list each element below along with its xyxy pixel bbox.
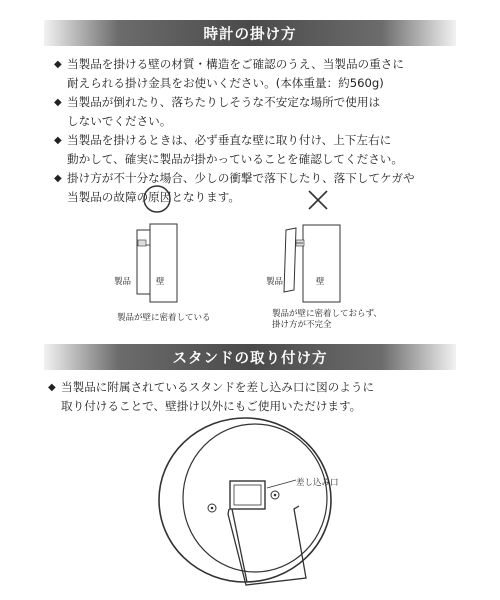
instruction-item: ◆ 当製品を掛ける壁の材質・構造をご確認のうえ、当製品の重さに 耐えられる掛け金具をお使いください。(本体重量：約560g) xyxy=(56,55,456,93)
product-label-good: 製品 xyxy=(114,277,132,287)
caption-bad: 製品が壁に密着しておらず、 掛け方が不完全 xyxy=(272,309,382,330)
instruction-item: ◆ 掛け方が不十分な場合、少しの衝撃で落下したり、落下してケガや 当製品の故障の原因となります。 xyxy=(56,169,456,207)
caption-good: 製品が壁に密着している xyxy=(117,313,211,323)
section-title-hanging: 時計の掛け方 xyxy=(203,26,297,43)
slot-label: 差し込み口 xyxy=(296,478,339,488)
instruction-item: ◆ 当製品に附属されているスタンドを差し込み口に図のように 取り付けることで、壁掛け以外にもご使用いただけます。 xyxy=(50,378,450,416)
instruction-item: ◆ 当製品を掛けるときは、必ず垂直な壁に取り付け、上下左右に 動かして、確実に製品が掛かっていることを確認してください。 xyxy=(56,131,456,169)
instruction-item: ◆ 当製品が倒れたり、落ちたりしそうな不安定な場所で使用は しないでください。 xyxy=(56,93,456,131)
section-title-stand: スタンドの取り付け方 xyxy=(172,350,328,367)
wall-label-bad: 壁 xyxy=(316,277,325,287)
wall-label-good: 壁 xyxy=(156,277,165,287)
product-label-bad: 製品 xyxy=(266,277,284,287)
